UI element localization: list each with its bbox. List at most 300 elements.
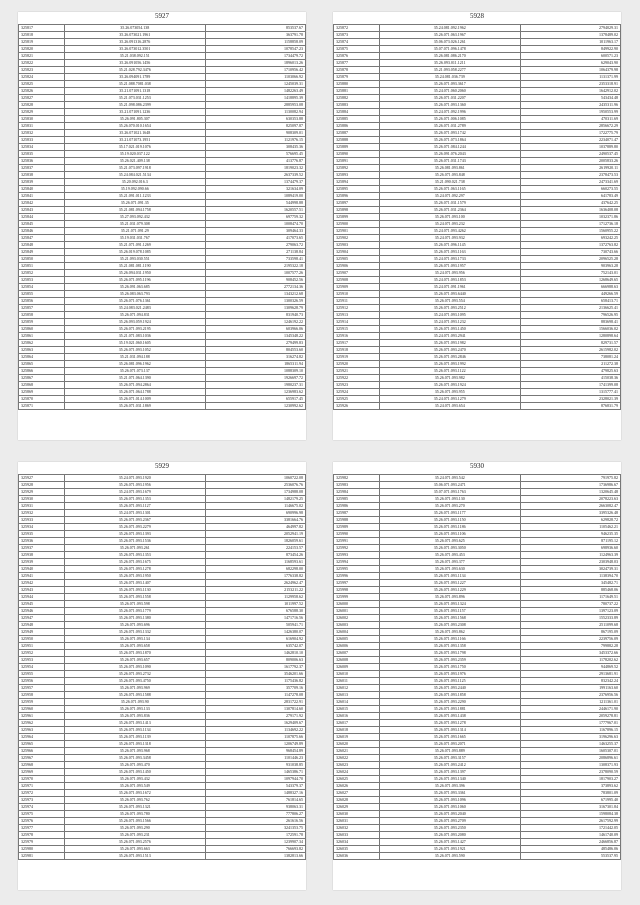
parcel-id-cell: 325964 — [19, 734, 65, 741]
coordinate-cell: 35.24.071.092.1996 — [379, 109, 520, 116]
area-cell: 316274.82 — [205, 354, 305, 361]
parcel-id-cell: 325981 — [19, 853, 65, 860]
coordinate-cell: 35.26.071.093.1924 — [379, 382, 520, 389]
table-row — [334, 319, 621, 326]
parcel-id-cell: 325862 — [19, 340, 65, 347]
coordinate-cell: 35.26.071.093.1450 — [379, 326, 520, 333]
area-cell: 825097.87 — [205, 123, 305, 130]
parcel-id-cell: 325899 — [334, 214, 380, 221]
area-cell: 1712736.18 — [520, 221, 620, 228]
area-cell: 616904.92 — [205, 636, 305, 643]
area-cell: 1171649.51 — [520, 594, 620, 601]
parcel-id-cell: 325952 — [19, 650, 65, 657]
area-cell: 2378090.59 — [520, 769, 620, 776]
parcel-id-cell: 325914 — [334, 319, 380, 326]
coordinate-cell: 35.24.071.093.1301 — [64, 510, 205, 517]
coordinate-cell: 35.26.071.093.1450 — [64, 769, 205, 776]
parcel-id-cell: 325916 — [334, 333, 380, 340]
table-row — [19, 664, 306, 671]
area-cell: 1138394.70 — [520, 573, 620, 580]
parcel-id-cell: 325929 — [19, 489, 65, 496]
coordinate-cell: 35.26.071.064.1788 — [64, 389, 205, 396]
table-row — [19, 608, 306, 615]
parcel-id-cell: 325817 — [19, 25, 65, 32]
parcel-id-cell: 325889 — [334, 144, 380, 151]
page-5929 — [18, 462, 306, 890]
area-cell: 777806.27 — [205, 811, 305, 818]
table-row — [334, 214, 621, 221]
parcel-id-cell: 325881 — [334, 88, 380, 95]
table-row — [334, 179, 621, 186]
area-cell: 1896013.26 — [205, 60, 305, 67]
table-row — [19, 46, 306, 53]
coordinate-cell: 35.26.071.093.2512 — [379, 305, 520, 312]
table-row — [334, 818, 621, 825]
area-cell: 2473341.69 — [520, 179, 620, 186]
coordinate-cell: 35.26.071.031.2789 — [379, 123, 520, 130]
area-cell: 415038.36 — [520, 375, 620, 382]
parcel-id-cell: 326017 — [334, 720, 380, 727]
coordinate-cell: 35.26.071.093.1353 — [64, 552, 205, 559]
parcel-id-cell: 325894 — [334, 179, 380, 186]
coordinate-cell: 35.07.071.093.1763 — [379, 489, 520, 496]
coordinate-cell: 35.26.071.093.1957 — [379, 263, 520, 270]
area-cell: 1121976.15 — [205, 137, 305, 144]
area-cell: 698936.60 — [520, 545, 620, 552]
coordinate-cell: 35.26.071.093.2412 — [379, 762, 520, 769]
coordinate-cell: 35.26.071.093.453 — [379, 552, 520, 559]
area-cell: 2435311.96 — [520, 102, 620, 109]
parcel-id-cell: 325900 — [334, 221, 380, 228]
area-cell: 479825.63 — [520, 368, 620, 375]
table-row — [19, 489, 306, 496]
parcel-id-cell: 325980 — [19, 846, 65, 853]
table-row — [19, 538, 306, 545]
coordinate-cell: 35.26.071.093.2470 — [379, 347, 520, 354]
table-row — [19, 734, 306, 741]
area-cell: 2353318.91 — [520, 81, 620, 88]
table-row — [19, 256, 306, 263]
parcel-id-cell: 325961 — [19, 713, 65, 720]
coordinate-cell: 35.21.071073.1951 — [64, 137, 205, 144]
table-row — [19, 685, 306, 692]
parcel-id-cell: 326024 — [334, 769, 380, 776]
table-row — [19, 326, 306, 333]
area-cell: 1382813.66 — [205, 853, 305, 860]
coordinate-cell: 35.26.071021.1648 — [64, 130, 205, 137]
coordinate-cell: 35.26.071.093.1332 — [64, 629, 205, 636]
parcel-id-cell: 325878 — [334, 67, 380, 74]
parcel-id-cell: 326016 — [334, 713, 380, 720]
coordinate-cell: 35.26.071.093.1407 — [64, 580, 205, 587]
coordinate-cell: 35.26.071.093.1982 — [379, 340, 520, 347]
parcel-id-cell: 325915 — [334, 326, 380, 333]
table-row — [19, 88, 306, 95]
area-cell: 752143.01 — [520, 270, 620, 277]
area-cell: 1101446.23 — [205, 755, 305, 762]
coordinate-cell: 35.26.071.093.1157 — [379, 608, 520, 615]
parcel-id-cell: 325942 — [19, 580, 65, 587]
area-cell: 809006.63 — [205, 657, 305, 664]
parcel-id-cell: 325976 — [19, 818, 65, 825]
table-row — [19, 566, 306, 573]
coordinate-cell: 35.21.090.021.738 — [379, 179, 520, 186]
coordinate-cell: 35.26.071.094.2864 — [64, 382, 205, 389]
area-cell: 1211361.01 — [520, 699, 620, 706]
parcel-id-cell: 325864 — [19, 354, 65, 361]
table-row — [19, 580, 306, 587]
parcel-id-cell: 325983 — [334, 482, 380, 489]
coordinate-cell: 35.26.071.093.1324 — [379, 601, 520, 608]
parcel-id-cell: 325863 — [19, 347, 65, 354]
parcel-id-cell: 325869 — [19, 389, 65, 396]
area-cell: 2005833.26 — [520, 158, 620, 165]
parcel-id-cell: 325925 — [334, 396, 380, 403]
coordinate-cell: 35.26.019.078.1085 — [64, 249, 205, 256]
area-cell: 2466856.87 — [520, 839, 620, 846]
coordinate-cell: 35.26.071.093.549 — [64, 783, 205, 790]
parcel-id-cell: 325859 — [19, 319, 65, 326]
coordinate-cell: 35.26.070.010.1654 — [64, 123, 205, 130]
table-row — [19, 291, 306, 298]
table-row — [19, 340, 306, 347]
table-row — [334, 291, 621, 298]
parcel-id-cell: 325844 — [19, 214, 65, 221]
area-cell: 576695.45 — [205, 151, 305, 158]
table-row — [334, 109, 621, 116]
area-cell: 2059278.81 — [520, 713, 620, 720]
area-cell: 1629409.67 — [205, 720, 305, 727]
table-row — [334, 249, 621, 256]
coordinate-cell: 35.26.071.093.290 — [64, 825, 205, 832]
table-row — [19, 762, 306, 769]
area-cell: 1147278.08 — [205, 692, 305, 699]
coordinate-cell: 35.26.071.093.1122 — [379, 368, 520, 375]
table-row — [19, 629, 306, 636]
coordinate-cell: 35.21.091.011.1233 — [64, 193, 205, 200]
table-row — [334, 74, 621, 81]
parcel-id-cell: 326015 — [334, 706, 380, 713]
parcel-id-cell: 325893 — [334, 172, 380, 179]
table-row — [334, 790, 621, 797]
coordinate-cell: 35.26.071.093.1558 — [64, 594, 205, 601]
area-cell: 1175436.82 — [205, 678, 305, 685]
table-row — [19, 137, 306, 144]
area-cell: 1991163.60 — [520, 685, 620, 692]
parcel-id-cell: 325960 — [19, 706, 65, 713]
table-row — [334, 207, 621, 214]
table-row — [19, 657, 306, 664]
coordinate-cell: 35.26.071.093.1358 — [379, 643, 520, 650]
area-cell: 2663082.47 — [520, 503, 620, 510]
table-row — [334, 312, 621, 319]
parcel-id-cell: 325841 — [19, 193, 65, 200]
table-row — [334, 685, 621, 692]
area-cell: 1064379.98 — [520, 67, 620, 74]
coordinate-cell: 35.26.071.093.1672 — [64, 790, 205, 797]
parcel-id-cell: 326002 — [334, 615, 380, 622]
area-cell: 172591.78 — [205, 832, 305, 839]
parcel-id-cell: 325992 — [334, 545, 380, 552]
coordinate-cell: 35.24.071.093.1679 — [64, 489, 205, 496]
coordinate-cell: 35.26.091.076.2043 — [379, 151, 520, 158]
table-row — [19, 510, 306, 517]
coordinate-cell: 35.24.083.021.2483 — [64, 305, 205, 312]
area-cell: 1239907.34 — [205, 839, 305, 846]
parcel-id-cell: 325975 — [19, 811, 65, 818]
table-row — [334, 748, 621, 755]
table-row — [334, 270, 621, 277]
area-cell: 2096525.28 — [520, 256, 620, 263]
coordinate-cell: 35.26.071.093.396 — [379, 783, 520, 790]
coordinate-cell: 35.26.071.093.1227 — [379, 580, 520, 587]
coordinate-cell: 35.26.071.093.261 — [64, 545, 205, 552]
area-cell: 321634.09 — [205, 186, 305, 193]
table-row — [19, 403, 306, 410]
parcel-id-cell: 325931 — [19, 503, 65, 510]
area-cell: 2234071.47 — [520, 137, 620, 144]
area-cell: 1280898.64 — [520, 333, 620, 340]
area-cell: 2794029.31 — [520, 25, 620, 32]
coordinate-cell: 35.26.071.093.836 — [64, 713, 205, 720]
table-row — [334, 235, 621, 242]
coordinate-cell: 35.26.071.093.1127 — [64, 503, 205, 510]
table-row — [19, 102, 306, 109]
coordinate-cell: 35.26.071.031.2207 — [379, 95, 520, 102]
parcel-id-cell: 325852 — [19, 270, 65, 277]
table-row — [19, 587, 306, 594]
area-cell: 867195.09 — [520, 629, 620, 636]
area-cell: 2376956.56 — [520, 692, 620, 699]
area-cell: 2772134.36 — [205, 284, 305, 291]
coordinate-cell: 35.26.071.091.35 — [64, 200, 205, 207]
coordinate-cell: 35.26.094091.1789 — [64, 74, 205, 81]
area-cell: 1722775.79 — [520, 130, 620, 137]
parcel-id-cell: 325956 — [19, 678, 65, 685]
table-row — [334, 531, 621, 538]
coordinate-cell: 35.21.088.7081.038 — [64, 81, 205, 88]
parcel-id-cell: 325872 — [334, 25, 380, 32]
coordinate-cell: 35.21.071.083.1036 — [64, 333, 205, 340]
table-row — [19, 263, 306, 270]
parcel-id-cell: 325834 — [19, 144, 65, 151]
area-cell: 3196296.63 — [520, 734, 620, 741]
coordinate-cell: 35.24.071.093.1232 — [379, 319, 520, 326]
table-row — [19, 755, 306, 762]
coordinate-cell: 35.21.081.081.1190 — [64, 263, 205, 270]
table-row — [334, 137, 621, 144]
parcel-id-cell: 325979 — [19, 839, 65, 846]
area-cell: 682298.00 — [205, 566, 305, 573]
table-row — [334, 165, 621, 172]
coordinate-cell: 35.26.071.093.1438 — [379, 713, 520, 720]
area-cell: 3453372.66 — [520, 650, 620, 657]
coordinate-cell: 35.26.071.093.270 — [379, 503, 520, 510]
area-cell: 2303948.03 — [520, 559, 620, 566]
table-row — [19, 797, 306, 804]
area-cell: 2637339.52 — [205, 172, 305, 179]
parcel-id-cell: 325908 — [334, 277, 380, 284]
coordinate-cell: 35.26.071.093.1750 — [379, 664, 520, 671]
table-row — [334, 727, 621, 734]
parcel-id-cell: 325907 — [334, 270, 380, 277]
table-row — [334, 305, 621, 312]
parcel-id-cell: 325924 — [334, 389, 380, 396]
table-row — [334, 95, 621, 102]
table-row — [334, 503, 621, 510]
table-row — [19, 389, 306, 396]
table-row — [334, 692, 621, 699]
table-row — [19, 158, 306, 165]
parcel-id-cell: 326003 — [334, 622, 380, 629]
coordinate-cell: 35.26.071.093.982 — [379, 375, 520, 382]
area-cell: 1566036.02 — [520, 326, 620, 333]
parcel-id-cell: 325917 — [334, 340, 380, 347]
table-row — [334, 116, 621, 123]
table-row — [334, 783, 621, 790]
coordinate-cell: 35.21.073.097.1918 — [64, 165, 205, 172]
parcel-id-cell: 325895 — [334, 186, 380, 193]
parcel-id-cell: 325947 — [19, 615, 65, 622]
coordinate-cell: 35.26.071.095.1196 — [64, 277, 205, 284]
table-row — [334, 326, 621, 333]
table-row — [19, 503, 306, 510]
coordinate-cell: 35.26.071.093.1134 — [64, 727, 205, 734]
area-cell: 1374479.37 — [205, 179, 305, 186]
coordinate-cell: 35.21.031.079.308 — [64, 221, 205, 228]
area-cell: 3167301.84 — [520, 804, 620, 811]
parcel-id-cell: 325906 — [334, 263, 380, 270]
parcel-id-cell: 325922 — [334, 375, 380, 382]
area-cell: 946235.35 — [520, 531, 620, 538]
area-cell: 1636408.08 — [520, 207, 620, 214]
parcel-id-cell: 326028 — [334, 797, 380, 804]
coordinate-cell: 35.26.071.093.1393 — [64, 531, 205, 538]
area-cell: 655917.45 — [205, 396, 305, 403]
table-row — [334, 713, 621, 720]
coordinate-cell: 35.26.071.093.2359 — [379, 657, 520, 664]
area-cell: 363791.78 — [205, 32, 305, 39]
area-cell: 1107875.66 — [205, 734, 305, 741]
table-row — [19, 818, 306, 825]
table-row — [19, 545, 306, 552]
area-cell: 2617592.99 — [520, 818, 620, 825]
coordinate-cell: 35.26.071.093.90 — [64, 699, 205, 706]
table-row — [19, 333, 306, 340]
parcel-id-cell: 325930 — [19, 496, 65, 503]
table-row — [334, 615, 621, 622]
table-row — [334, 573, 621, 580]
table-row — [19, 270, 306, 277]
parcel-id-cell: 325957 — [19, 685, 65, 692]
table-row — [19, 482, 306, 489]
area-cell: 1308371.93 — [520, 762, 620, 769]
table-row — [19, 692, 306, 699]
area-cell: 1008474.70 — [205, 221, 305, 228]
parcel-id-cell: 325830 — [19, 116, 65, 123]
coordinate-cell: 35.26.071.093.1413 — [64, 720, 205, 727]
parcel-id-cell: 325823 — [19, 67, 65, 74]
coordinate-cell: 35.26.071.093.1992 — [379, 361, 520, 368]
area-cell: 3395326.48 — [520, 510, 620, 517]
coordinate-cell: 35.26.071.093.590 — [379, 853, 520, 860]
area-cell: 658413.71 — [520, 298, 620, 305]
coordinate-cell: 35.21.098.086.2399 — [64, 102, 205, 109]
area-cell: 1178202.62 — [520, 657, 620, 664]
parcel-id-cell: 325984 — [334, 489, 380, 496]
coordinate-cell: 35.21.071091.1318 — [64, 88, 205, 95]
area-cell: 357709.16 — [205, 685, 305, 692]
coordinate-cell: 35.26.083.063.793 — [64, 291, 205, 298]
parcel-id-cell: 325818 — [19, 32, 65, 39]
coordinate-cell: 35.24.071.092.297 — [379, 193, 520, 200]
table-row — [334, 608, 621, 615]
parcel-id-cell: 326033 — [334, 832, 380, 839]
coordinate-cell: 35.24.071.093.1733 — [379, 256, 520, 263]
coordinate-cell: 35.26.071.063.1967 — [379, 32, 520, 39]
area-cell: 1078547.23 — [205, 46, 305, 53]
parcel-id-cell: 325847 — [19, 235, 65, 242]
parcel-id-cell: 325822 — [19, 60, 65, 67]
area-cell: 2885953.08 — [205, 102, 305, 109]
parcel-id-cell: 325868 — [19, 382, 65, 389]
coordinate-cell: 35.26.071.093.1921 — [379, 846, 520, 853]
area-cell: 1950553.99 — [520, 109, 620, 116]
parcel-id-cell: 325909 — [334, 284, 380, 291]
parcel-id-cell: 325943 — [19, 587, 65, 594]
area-cell: 1552333.89 — [520, 615, 620, 622]
parcel-id-cell: 325940 — [19, 566, 65, 573]
table-row — [334, 102, 621, 109]
parcel-id-cell: 325995 — [334, 566, 380, 573]
parcel-id-cell: 325969 — [19, 769, 65, 776]
table-row — [19, 207, 306, 214]
table-row — [334, 629, 621, 636]
parcel-id-cell: 325827 — [19, 95, 65, 102]
table-row — [334, 510, 621, 517]
coordinate-cell: 35.24.071.093.1920 — [64, 475, 205, 482]
area-cell: 224153.57 — [205, 545, 305, 552]
parcel-id-cell: 325972 — [19, 790, 65, 797]
parcel-id-cell: 325913 — [334, 312, 380, 319]
table-row — [334, 650, 621, 657]
area-cell: 261616.56 — [205, 818, 305, 825]
area-cell: 437642.25 — [520, 200, 620, 207]
table-row — [19, 53, 306, 60]
coordinate-cell: 35.26.093.011.1211 — [379, 60, 520, 67]
area-cell: 1130082.94 — [205, 109, 305, 116]
area-cell: 1309628.79 — [205, 305, 305, 312]
parcel-id-cell: 325866 — [19, 368, 65, 375]
area-cell: 553537.95 — [520, 853, 620, 860]
coordinate-cell: 35.26.071.093.1278 — [64, 566, 205, 573]
area-cell: 1124963.39 — [520, 552, 620, 559]
parcel-id-cell: 325886 — [334, 123, 380, 130]
coordinate-cell: 35.24.071.093.654 — [379, 403, 520, 410]
table-row — [19, 811, 306, 818]
table-row — [19, 361, 306, 368]
parcel-id-cell: 325848 — [19, 242, 65, 249]
parcel-id-cell: 325978 — [19, 832, 65, 839]
table-row — [19, 496, 306, 503]
table-row — [19, 144, 306, 151]
parcel-id-cell: 325902 — [334, 235, 380, 242]
parcel-id-cell: 326010 — [334, 671, 380, 678]
parcel-id-cell: 326036 — [334, 853, 380, 860]
area-cell: 738081.24 — [520, 354, 620, 361]
table-row — [334, 144, 621, 151]
parcel-id-cell: 325835 — [19, 151, 65, 158]
